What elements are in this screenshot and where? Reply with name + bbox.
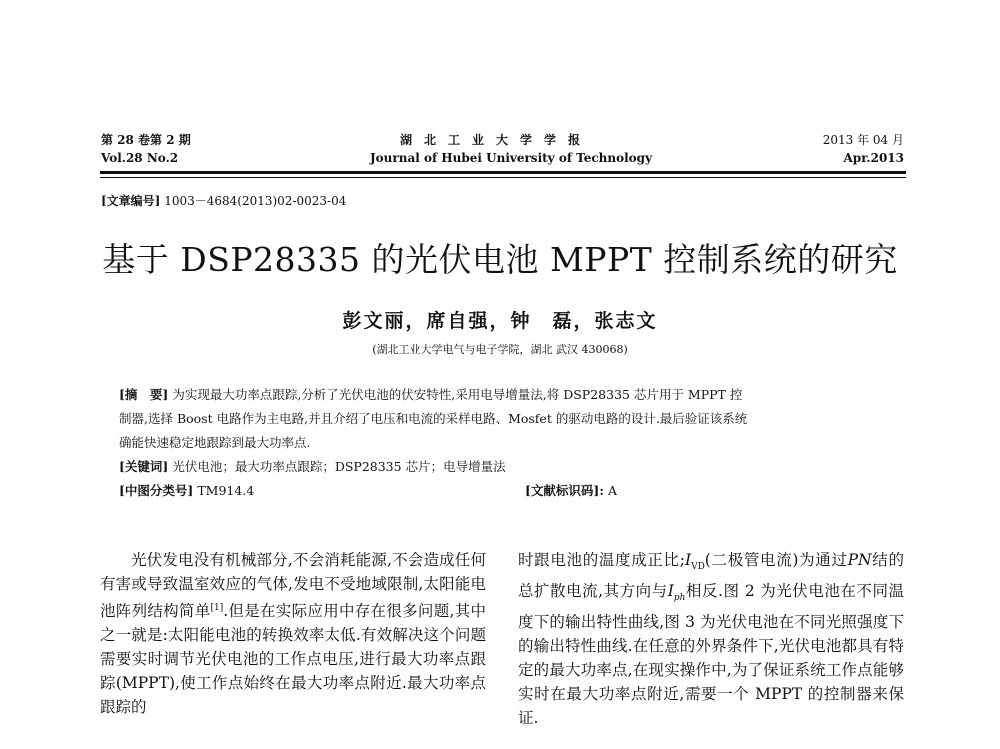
journal-en: Journal of Hubei University of Technology (370, 151, 653, 165)
header-rule-thick (100, 171, 906, 174)
body-right-text-3: 结的总扩散电流,其方向与 (518, 551, 904, 601)
body-right-text-2: (二极管电流)为通过 (704, 551, 848, 569)
header-rule-thin (100, 177, 906, 178)
date-cn: 2013 年 04 月 (822, 133, 904, 147)
citation-1: [1] (210, 603, 224, 613)
date-en: Apr.2013 (843, 151, 904, 165)
symbol-ivd-sub: VD (691, 562, 705, 573)
abstract-label: [摘 要] (119, 387, 169, 402)
article-id-label: [文章编号] (101, 194, 161, 208)
symbol-pn: PN (847, 551, 872, 569)
symbol-ivd: I (684, 551, 692, 569)
symbol-iph: I (667, 582, 674, 601)
doc-value: A (607, 483, 617, 498)
keywords-value: 光伏电池；最大功率点跟踪；DSP28335 芯片；电导增量法 (172, 459, 506, 474)
authors: 彭文丽，席自强，钟 磊，张志文 (342, 310, 658, 332)
class-label: [中图分类号] (119, 483, 194, 498)
body-right-paragraph (518, 548, 904, 730)
affiliation: (湖北工业大学电气与电子学院，湖北 武汉 430068) (372, 343, 628, 356)
abstract-line-1 (119, 383, 742, 407)
body-left-text-1: 光伏发电没有机械部分,不会消耗能源,不会造成任何有害或导致温室效应的气体,发电不受地域限制,太阳能电池阵列结构简单 (100, 551, 486, 621)
body-right-column (518, 548, 904, 730)
volume-en: Vol.28 No.2 (101, 151, 179, 165)
paper-title: 基于 DSP28335 的光伏电池 MPPT 控制系统的研究 (102, 240, 898, 279)
body-left-paragraph (100, 548, 486, 719)
body-right-text-4: 相反.图 2 为光伏电池在不同温度下的输出特性曲线,图 3 为光伏电池在不同光照强度下的输出特性曲线.在任意的外界条件下,光伏电池都具有特定的最大功率点,在现实操作中,为了保证系统工作点能够实时在最大功率点附近,需要一个 MPPT 的控制器来保证. (518, 582, 904, 728)
volume-cn: 第 28 卷第 2 期 (101, 133, 191, 147)
doc-label: [文献标识码]: (525, 483, 604, 498)
abstract-line-2: 制器,选择 Boost 电路作为主电路,并且介绍了电压和电流的采样电路、Mosfet 的驱动电路的设计.最后验证该系统 (119, 411, 748, 426)
body-right-text-1: 时跟电池的温度成正比; (518, 551, 685, 569)
keywords (119, 455, 506, 479)
symbol-iph-sub: ph (673, 593, 686, 604)
class-value: TM914.4 (197, 483, 255, 498)
abstract-line-3: 确能快速稳定地跟踪到最大功率点. (119, 435, 311, 450)
document-code (525, 479, 617, 503)
abstract-text-1: 为实现最大功率点跟踪,分析了光伏电池的伏安特性,采用电导增量法,将 DSP28335 芯片用于 MPPT 控 (172, 387, 743, 402)
article-id (101, 192, 346, 209)
keywords-label: [关键词] (119, 459, 169, 474)
body-left-column (100, 548, 486, 719)
journal-cn: 湖 北 工 业 大 学 学 报 (400, 133, 581, 147)
article-id-value: 1003－4684(2013)02-0023-04 (164, 194, 347, 208)
classification (119, 479, 254, 503)
body-left-text-2: .但是在实际应用中存在很多问题,其中之一就是:太阳能电池的转换效率太低.有效解决这个问题需要实时调节光伏电池的工作点电压,进行最大功率点跟踪(MPPT),使工作点始终在最大功率点附近.最大功率点跟踪的 (100, 602, 486, 717)
